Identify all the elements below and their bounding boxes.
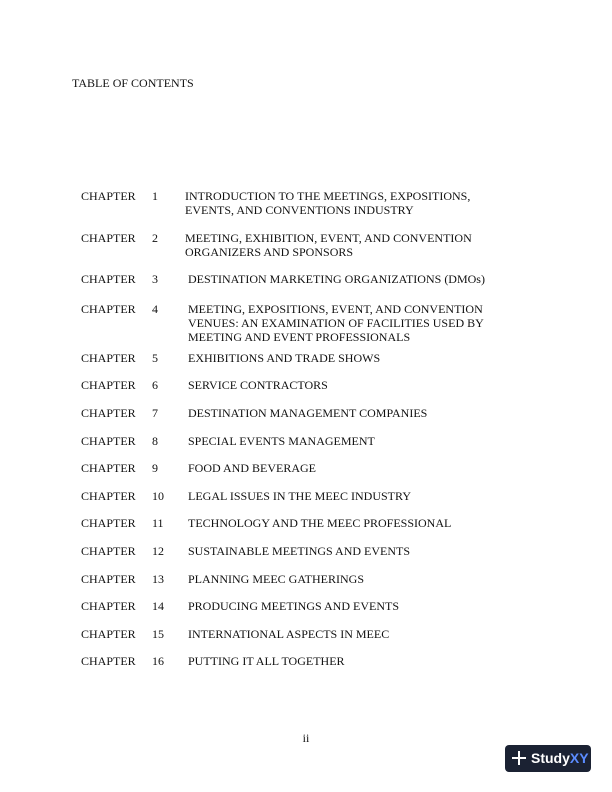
- chapter-label: CHAPTER: [81, 654, 136, 668]
- chapter-label: CHAPTER: [81, 544, 136, 558]
- chapter-number: 10: [152, 489, 164, 503]
- studyxy-badge[interactable]: [505, 745, 591, 772]
- chapter-label: CHAPTER: [81, 627, 136, 641]
- chapter-label: CHAPTER: [81, 489, 136, 503]
- chapter-number: 8: [152, 434, 158, 448]
- chapter-number: 9: [152, 461, 158, 475]
- page-title: TABLE OF CONTENTS: [72, 76, 194, 90]
- chapter-title: MEETING, EXPOSITIONS, EVENT, AND CONVENTION VENUES: AN EXAMINATION OF FACILITIES USED BY MEETING AND EVENT PROFESSIONALS: [188, 302, 484, 344]
- chapter-title: EXHIBITIONS AND TRADE SHOWS: [188, 351, 381, 365]
- chapter-title: DESTINATION MARKETING ORGANIZATIONS (DMOs): [188, 272, 485, 286]
- chapter-number: 15: [152, 627, 164, 641]
- chapter-label: CHAPTER: [81, 231, 136, 245]
- badge-brand-accent: XY: [569, 750, 589, 766]
- chapter-title: DESTINATION MANAGEMENT COMPANIES: [188, 406, 428, 420]
- chapter-title: INTRODUCTION TO THE MEETINGS, EXPOSITIONS, EVENTS, AND CONVENTIONS INDUSTRY: [185, 189, 471, 217]
- chapter-label: CHAPTER: [81, 302, 136, 316]
- chapter-label: CHAPTER: [81, 599, 136, 613]
- chapter-number: 7: [152, 406, 158, 420]
- badge-brand: Study: [531, 750, 570, 766]
- chapter-label: CHAPTER: [81, 434, 136, 448]
- chapter-number: 12: [152, 544, 164, 558]
- plus-icon: [511, 750, 527, 766]
- chapter-number: 3: [152, 272, 158, 286]
- chapter-title: LEGAL ISSUES IN THE MEEC INDUSTRY: [188, 489, 412, 503]
- chapter-label: CHAPTER: [81, 272, 136, 286]
- chapter-label: CHAPTER: [81, 516, 136, 530]
- chapter-title: PUTTING IT ALL TOGETHER: [188, 654, 345, 668]
- chapter-number: 6: [152, 378, 158, 392]
- chapter-number: 14: [152, 599, 164, 613]
- page-number: ii: [302, 731, 310, 745]
- chapter-number: 11: [152, 516, 164, 530]
- chapter-title: SERVICE CONTRACTORS: [188, 378, 328, 392]
- chapter-label: CHAPTER: [81, 572, 136, 586]
- chapter-label: CHAPTER: [81, 378, 136, 392]
- chapter-number: 16: [152, 654, 164, 668]
- chapter-number: 4: [152, 302, 158, 316]
- chapter-number: 1: [152, 189, 158, 203]
- chapter-label: CHAPTER: [81, 461, 136, 475]
- chapter-title: PRODUCING MEETINGS AND EVENTS: [188, 599, 400, 613]
- chapter-number: 5: [152, 351, 158, 365]
- chapter-title: TECHNOLOGY AND THE MEEC PROFESSIONAL: [188, 516, 452, 530]
- chapter-title: INTERNATIONAL ASPECTS IN MEEC: [188, 627, 390, 641]
- chapter-label: CHAPTER: [81, 406, 136, 420]
- chapter-label: CHAPTER: [81, 351, 136, 365]
- chapter-label: CHAPTER: [81, 189, 136, 203]
- chapter-title: SUSTAINABLE MEETINGS AND EVENTS: [188, 544, 411, 558]
- chapter-title: PLANNING MEEC GATHERINGS: [188, 572, 364, 586]
- chapter-title: SPECIAL EVENTS MANAGEMENT: [188, 434, 375, 448]
- chapter-title: FOOD AND BEVERAGE: [188, 461, 317, 475]
- chapter-title: MEETING, EXHIBITION, EVENT, AND CONVENTION ORGANIZERS AND SPONSORS: [185, 231, 472, 259]
- chapter-number: 13: [152, 572, 164, 586]
- chapter-number: 2: [152, 231, 158, 245]
- badge-label: [531, 749, 589, 767]
